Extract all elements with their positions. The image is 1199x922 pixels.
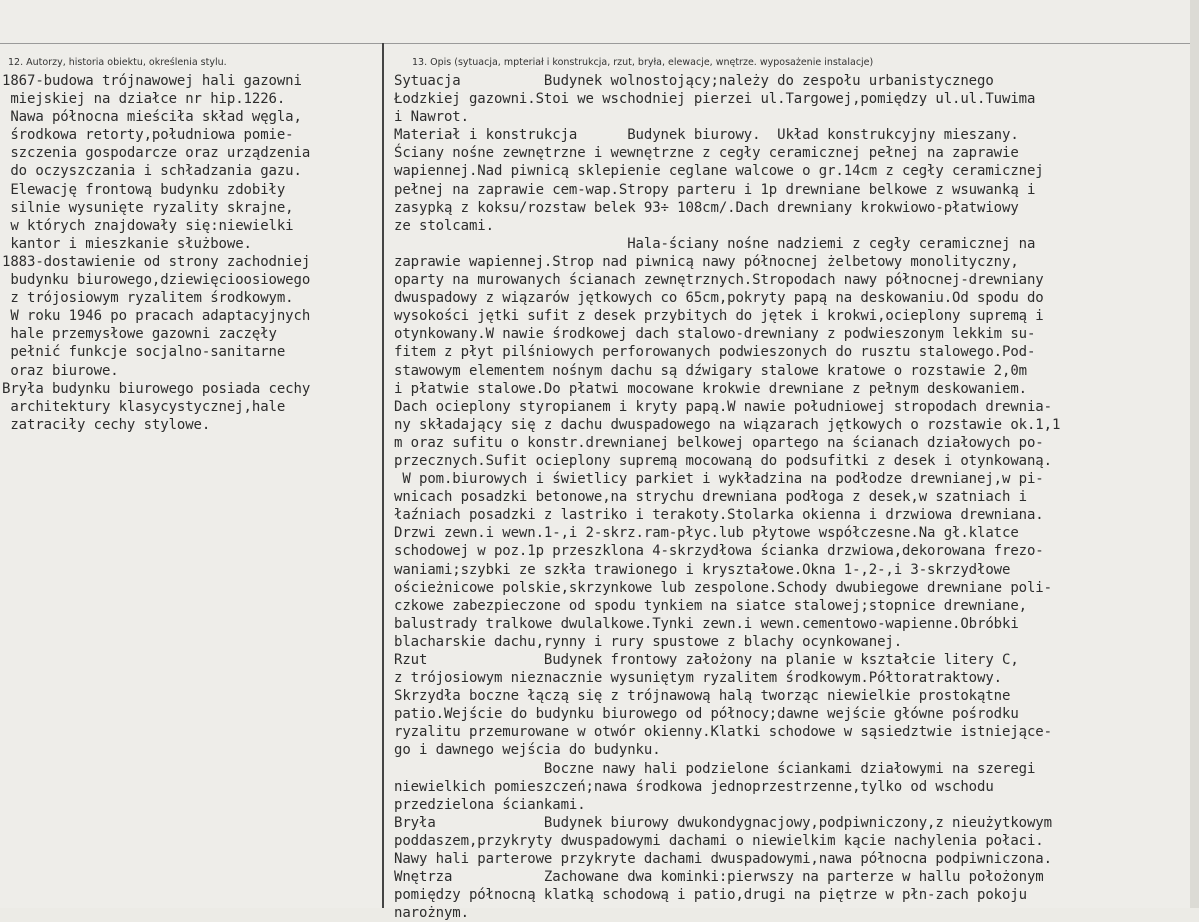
- card-edge: [1190, 0, 1199, 908]
- section-13-heading: 13. Opis (sytuacja, mpteriał i konstrukcja, rzut, bryła, elewacje, wnętrze. wyposażenie instalacje): [412, 57, 874, 68]
- column-divider: [382, 43, 384, 908]
- section-12-heading: 12. Autorzy, historia obiektu, określenia stylu.: [8, 57, 227, 68]
- header-rule: [0, 43, 1199, 44]
- description-text: Sytuacja Budynek wolnostojący;należy do zespołu urbanistycznego Łodzkiej gazowni.Stoi we wschodniej pierzei ul.Targowej,pomiędzy ul.ul.Tuwima i Nawrot. Materiał i konstrukcja Budynek biurowy. Układ konstrukcyjny mieszany. Ściany nośne zewnętrzne i wewnętrzne z cegły ceramicznej pełnej na zaprawie wapiennej.Nad piwnicą sklepienie ceglane walcowe o gr.14cm z cegły ceramicznej pełnej na zaprawie cem-wap.Stropy parteru i 1p drewniane belkowe z wsuwanką i zasypką z koksu/rozstaw belek 93÷ 108cm/.Dach drewniany krokwiowo-płatwiowy ze stolcami. Hala-ściany nośne nadziemi z cegły ceramicznej na zaprawie wapiennej.Strop nad piwnicą nawy północnej żelbetowy monolityczny, oparty na murowanych ścianach zewnętrznych.Stropodach nawy północnej-drewniany dwuspadowy z wiązarów jętkowych co 65cm,pokryty papą na deskowaniu.Od spodu do wysokości jętki sufit z desek przybitych do jętek i krokwi,ocieplony supremą i otynkowany.W nawie środkowej dach stalowo-drewniany z podwieszonym lekkim su- fitem z płyt pilśniowych perforowanych podwieszonych do rusztu stalowego.Pod- stawowym elementem nośnym dachu są dźwigary stalowe kratowe o rozstawie 2,0m i płatwie stalowe.Do płatwi mocowane krokwie drewniane z pełnym deskowaniem. Dach ocieplony styropianem i kryty papą.W nawie południowej stropodach drewnia- ny składający się z dachu dwuspadowego na wiązarach jętkowych o rozstawie ok.1,1 m oraz sufitu o konstr.drewnianej belkowej opartego na ścianach działowych po- przecznych.Sufit ocieplony supremą mocowaną do podsufitki z desek i otynkowaną. W pom.biurowych i świetlicy parkiet i wykładzina na podłodze drewnianej,w pi- wnicach posadzki betonowe,na strychu drewniana podłoga z desek,w szatniach i łaźniach posadzki z lastriko i terakoty.Stolarka okienna i drzwiowa drewniana. Drzwi zewn.i wewn.1-,i 2-skrz.ram-płyc.lub płytowe współczesne.Na gł.klatce schodowej w poz.1p przeszklona 4-skrzydłowa ścianka drzwiowa,dekorowana frezo- waniami;szybki ze szkła trawionego i kryształowe.Okna 1-,2-,i 3-skrzydłowe ościeżnicowe polskie,skrzynkowe lub zespolone.Schody dwubiegowe drewniane poli- czkowe zabezpieczone od spodu tynkiem na siatce stalowej;stopnice drewniane, balustrady tralkowe dwulalkowe.Tynki zewn.i wewn.cementowo-wapienne.Obróbki blacharskie dachu,rynny i rury spustowe z blachy ocynkowanej. Rzut Budynek frontowy założony na planie w kształcie litery C, z trójosiowym nieznacznie wysuniętym ryzalitem środkowym.Półtoratraktowy. Skrzydła boczne łączą się z trójnawową halą tworząc niewielkie prostokątne patio.Wejście do budynku biurowego od północy;dawne wejście główne pośrodku ryzalitu przemurowane w otwór okienny.Klatki schodowe w sąsiedztwie istniejące- go i dawnego wejścia do budynku. Boczne nawy hali podzielone ściankami działowymi na szeregi niewielkich pomieszczeń;nawa środkowa jednoprzestrzenne,tylko od wschodu przedzielona ściankami. Bryła Budynek biurowy dwukondygnacjowy,podpiwniczony,z nieużytkowym poddaszem,przykryty dwuspadowymi dachami o niewielkim kącie nachylenia połaci. Nawy hali parterowe przykryte dachami dwuspadowymi,nawa północna podpiwniczona. Wnętrza Zachowane dwa kominki:pierwszy na parterze w hallu położonym pomiędzy północną klatką schodową i patio,drugi na piętrze w płn-zach pokoju narożnym.: [394, 73, 1061, 922]
- history-text: 1867-budowa trójnawowej hali gazowni miejskiej na działce nr hip.1226. Nawa północna mieściła skład węgla, środkowa retorty,południowa pomie- szczenia gospodarcze oraz urządzenia do oczyszczania i schładzania gazu. Elewację frontową budynku zdobiły silnie wysunięte ryzality skrajne, w których znajdowały się:niewielki kantor i mieszkanie służbowe. 1883-dostawienie od strony zachodniej budynku biurowego,dziewięcioosiowego z trójosiowym ryzalitem środkowym. W roku 1946 po pracach adaptacyjnych hale przemysłowe gazowni zaczęły pełnić funkcje socjalno-sanitarne oraz biurowe. Bryła budynku biurowego posiada cechy architektury klasycystycznej,hale zatraciły cechy stylowe.: [2, 73, 311, 433]
